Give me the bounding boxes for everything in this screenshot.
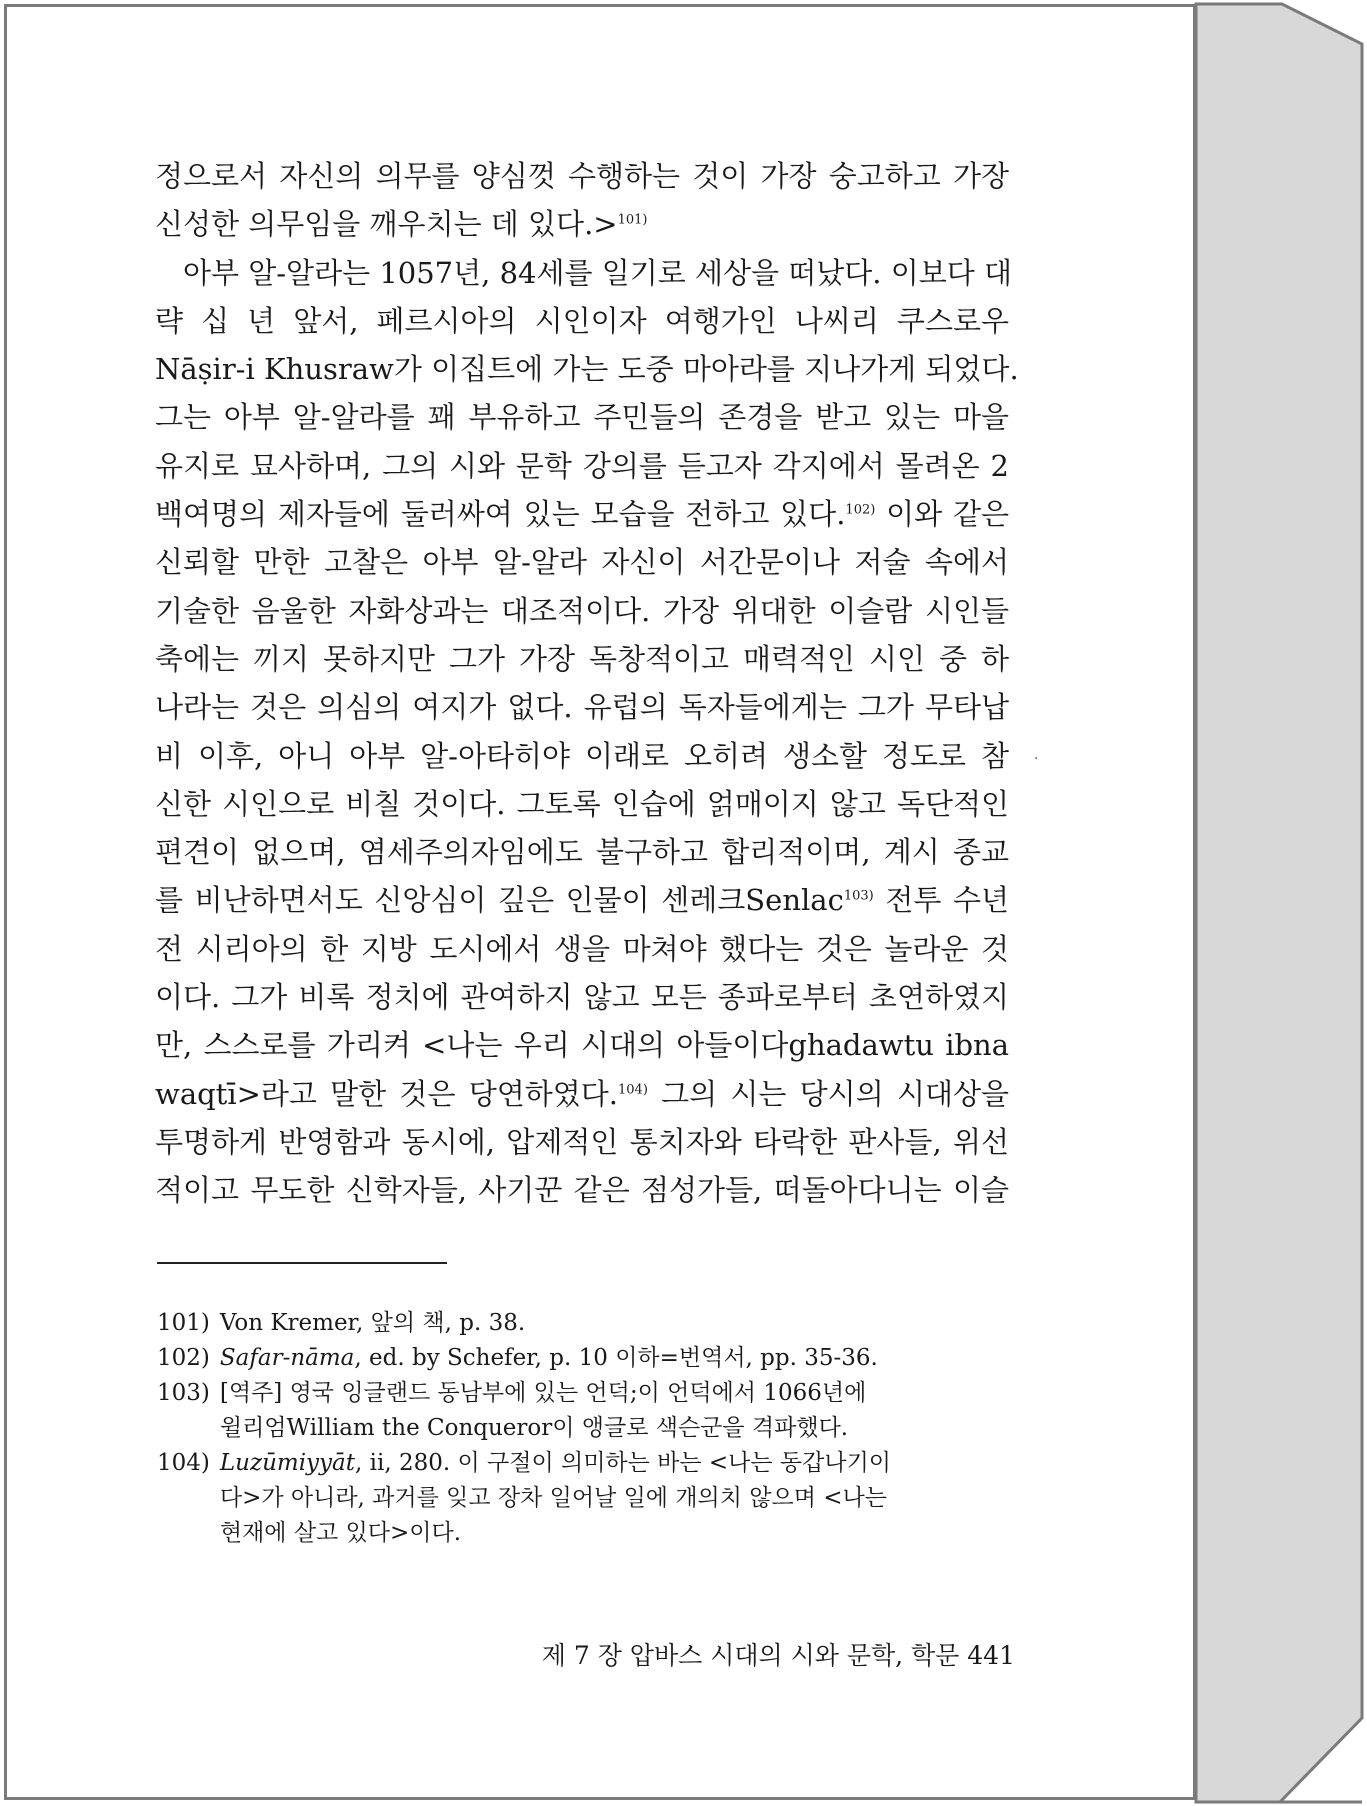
body-line (155, 1166, 1009, 1214)
footnote-ref[interactable]: 102) (845, 502, 876, 518)
body-line-tail: 그의 시는 당시의 시대상을 (647, 1076, 1009, 1111)
footnote-plain: , ed. by Schefer, p. 10 이하=번역서, pp. 35-36. (354, 1345, 878, 1371)
body-line (155, 490, 1009, 538)
body-line (155, 200, 1009, 248)
body-line-text: Nāṣir-i Khusraw가 이집트에 가는 도중 마아라를 지나가게 되었다. (155, 352, 1019, 387)
body-text (155, 152, 1019, 1215)
body-line (155, 635, 1009, 683)
footnote-number: 101) (157, 1310, 210, 1336)
body-line-text: 적이고 무도한 신학자들, 사기꾼 같은 점성가들, 떠돌아다니는 이슬 (155, 1173, 1009, 1208)
body-line-text: 나라는 것은 의심의 여지가 없다. 유럽의 독자들에게는 그가 무타납 (155, 690, 1009, 725)
body-line-text: 아부 알-알라는 1057년, 84세를 일기로 세상을 떠났다. 이보다 대 (183, 255, 1012, 290)
body-line (155, 925, 1009, 973)
body-line-text: 투명하게 반영함과 동시에, 압제적인 통치자와 타락한 판사들, 위선 (155, 1124, 1009, 1159)
body-line-text: 기술한 음울한 자화상과는 대조적이다. 가장 위대한 이슬람 시인들 (155, 593, 1009, 628)
body-line-text: 를 비난하면서도 신앙심이 깊은 인물이 센레크Senlac (155, 883, 844, 918)
footnote-line (220, 1411, 1015, 1446)
footnote-text (220, 1446, 1015, 1551)
footnote-plain: 다>가 아니라, 과거를 잊고 장차 일어날 일에 개의치 않으며 <나는 (219, 1485, 887, 1511)
body-line-text: 축에는 끼지 못하지만 그가 가장 독창적이고 매력적인 시인 중 하 (155, 641, 1009, 676)
body-line (155, 249, 1012, 297)
footnote-plain: [역주] 영국 잉글랜드 동남부에 있는 언덕;이 언덕에서 1066년에 (219, 1380, 867, 1406)
body-line (155, 732, 1009, 780)
footnote-text (220, 1376, 1015, 1446)
footnote-plain: Von Kremer, 앞의 책, p. 38. (219, 1310, 526, 1336)
body-line-text: 신성한 의무임을 깨우치는 데 있다.> (155, 207, 618, 242)
body-line (155, 683, 1009, 731)
body-line (155, 393, 1009, 441)
body-line (155, 1021, 1009, 1069)
body-line-text: 백여명의 제자들에 둘러싸여 있는 모습을 전하고 있다. (155, 497, 846, 532)
footnote-line (220, 1446, 1015, 1481)
footnote-rule (157, 1262, 447, 1264)
footnote-ref[interactable]: 101) (617, 212, 648, 228)
footnote-line (220, 1341, 1015, 1376)
body-line (155, 1118, 1009, 1166)
body-line-tail: 전투 수년 (873, 883, 1009, 918)
footnote-title: Luzūmiyyāt (219, 1450, 355, 1476)
body-line (155, 297, 1009, 345)
footnote-line (220, 1516, 1015, 1551)
footnotes (157, 1306, 1015, 1551)
body-line (155, 587, 1009, 635)
footnote-line (220, 1376, 1015, 1411)
footnote-number: 104) (157, 1450, 210, 1476)
running-footer: 제 7 장 압바스 시대의 시와 문학, 학문 441 (541, 1641, 1015, 1670)
body-line-text: 략 십 년 앞서, 페르시아의 시인이자 여행가인 나씨리 쿠스로우 (155, 303, 1009, 338)
body-line (155, 442, 1009, 490)
body-line-text: 비 이후, 아니 아부 알-아타히야 이래로 오히려 생소할 정도로 참 (155, 738, 1009, 773)
footnote (157, 1306, 1015, 1341)
body-line (155, 780, 1009, 828)
body-line-text: 정으로서 자신의 의무를 양심껏 수행하는 것이 가장 숭고하고 가장 (155, 159, 1009, 193)
body-line (155, 876, 1009, 924)
body-line-tail: 이와 같은 (875, 497, 1009, 532)
footnote-text (220, 1341, 1015, 1376)
body-line-text: 신뢰할 만한 고찰은 아부 알-알라 자신이 서간문이나 저술 속에서 (155, 545, 1009, 580)
footnote (157, 1376, 1015, 1446)
footnote (157, 1446, 1015, 1551)
footnote-line (220, 1481, 1015, 1516)
body-line (155, 152, 1009, 200)
footnote-ref[interactable]: 104) (618, 1081, 648, 1097)
footnote-plain: , ii, 280. 이 구절이 의미하는 바는 <나는 동갑나기이 (355, 1450, 892, 1476)
scan-speck (1034, 751, 1048, 755)
footnote-ref[interactable]: 103) (843, 888, 874, 904)
body-line (155, 1070, 1009, 1118)
body-line-text: 이다. 그가 비록 정치에 관여하지 않고 모든 종파로부터 초연하였지 (155, 980, 1009, 1015)
body-line-text: 신한 시인으로 비칠 것이다. 그토록 인습에 얽매이지 않고 독단적인 (155, 786, 1009, 821)
footnote-plain: 윌리엄William the Conqueror이 앵글로 색슨군을 격파했다. (219, 1415, 849, 1441)
footnote-text (220, 1306, 1015, 1341)
body-line (155, 538, 1009, 586)
body-line-text: 유지로 묘사하며, 그의 시와 문학 강의를 듣고자 각지에서 몰려온 2 (155, 448, 1009, 483)
body-line (155, 345, 1019, 393)
footnote (157, 1341, 1015, 1376)
footnote-number: 102) (157, 1345, 210, 1371)
body-line-text: 전 시리아의 한 지방 도시에서 생을 마쳐야 했다는 것은 놀라운 것 (155, 931, 1009, 966)
body-line (155, 973, 1009, 1021)
footnote-plain: 현재에 살고 있다>이다. (219, 1520, 462, 1546)
body-line (155, 828, 1009, 876)
footnote-title: Safar-nāma (219, 1345, 355, 1371)
body-line-text: 그는 아부 알-알라를 꽤 부유하고 주민들의 존경을 받고 있는 마을 (155, 400, 1009, 435)
body-line-text: 편견이 없으며, 염세주의자임에도 불구하고 합리적이며, 계시 종교 (155, 835, 1009, 870)
body-line-text: 만, 스스로를 가리켜 <나는 우리 시대의 아들이다ghadawtu ibna (155, 1028, 1009, 1063)
footnote-number: 103) (157, 1380, 210, 1406)
footnote-line (220, 1306, 1015, 1341)
body-line-text: waqtī>라고 말한 것은 당연하였다. (155, 1076, 618, 1111)
